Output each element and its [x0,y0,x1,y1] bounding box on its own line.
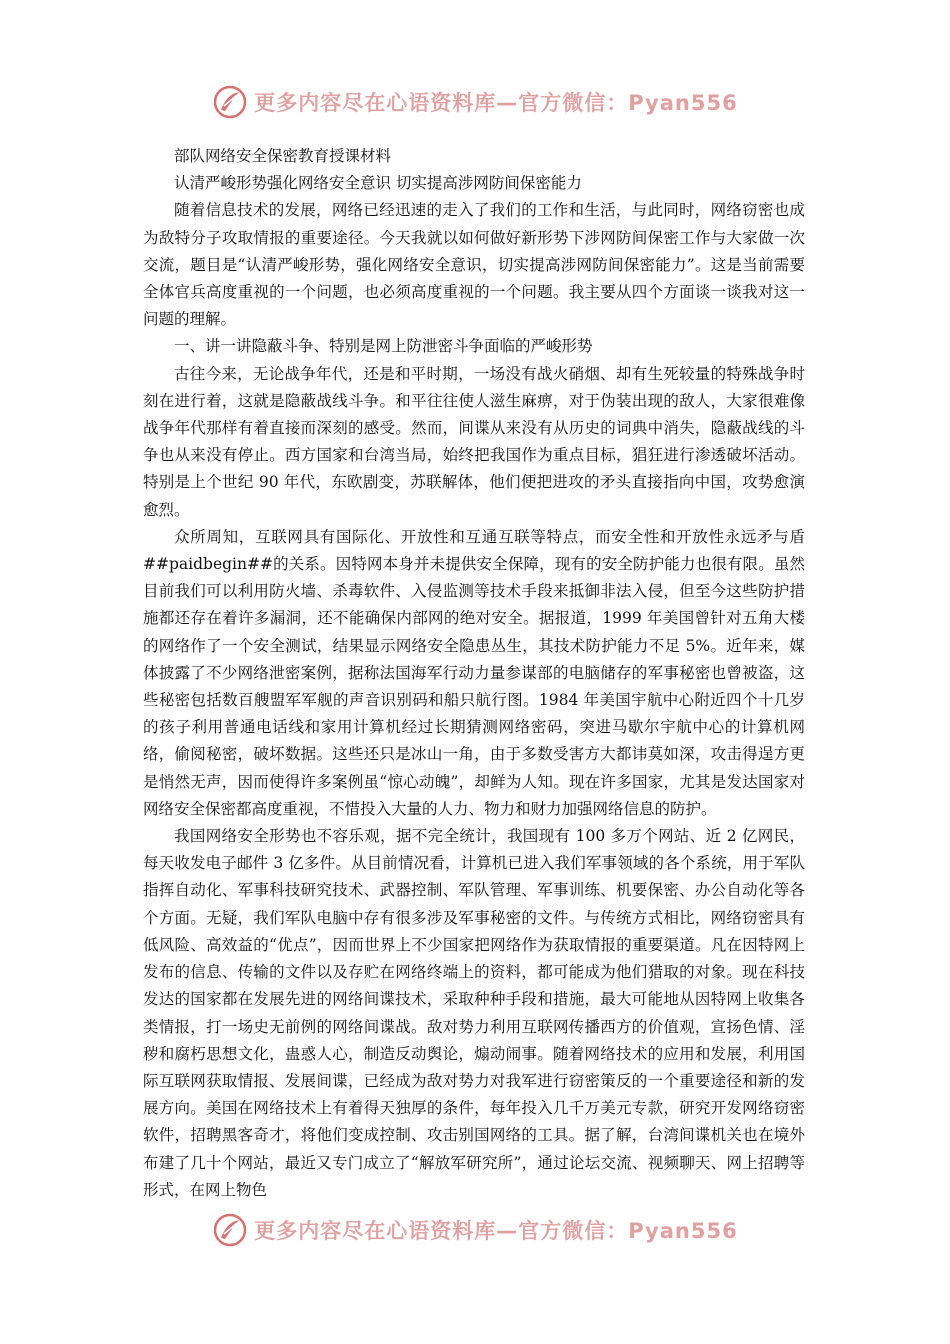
document-subtitle: 认清严峻形势强化网络安全意识 切实提高涉网防间保密能力 [174,174,582,193]
footer-banner [0,1210,950,1250]
logo-icon [212,84,248,120]
paragraph: 众所周知，互联网具有国际化、开放性和互通互联等特点，而安全性和开放性永远矛与盾##paidbegin##的关系。因特网本身并未提供安全保障，现有的安全防护能力也很有限。虽然目前我们可以利用防火墙、杀毒软件、入侵监测等技术手段来抵御非法入侵，但至今这些防护措施都还存在着许多漏洞，还不能确保内部网的绝对安全。据报道，1999 年美国曾针对五角大楼的网络作了一个安全测试，结果显示网络安全隐患丛生，其技术防护能力不足 5%。近年来，媒体披露了不少网络泄密案例，据称法国海军行动力量参谋部的电脑储存的军事秘密也曾被盗，这些秘密包括数百艘盟军军舰的声音识别码和船只航行图。1984 年美国宇航中心附近四个十几岁的孩子利用普通电话线和家用计算机经过长期猜测网络密码，突进马歇尔宇航中心的计算机网络，偷阅秘密，破坏数据。这些还只是冰山一角，由于多数受害方大都讳莫如深，攻击得逞方更是悄然无声，因而使得许多案例虽“惊心动魄”，却鲜为人知。现在许多国家，尤其是发达国家对网络安全保密都高度重视，不惜投入大量的人力、物力和财力加强网络信息的防护。 [143,527,805,818]
logo-icon [212,1212,248,1248]
document-body [143,143,805,1204]
section-heading: 一、讲一讲隐蔽斗争、特别是网上防泄密斗争面临的严峻形势 [174,337,593,356]
paragraph: 我国网络安全形势也不容乐观，据不完全统计，我国现有 100 多万个网站、近 2 亿网民，每天收发电子邮件 3 亿多件。从目前情况看，计算机已进入我们军事领域的各个系统，用于军队指挥自动化、军事科技研究技术、武器控制、军队管理、军事训练、机要保密、办公自动化等各个方面。无疑，我们军队电脑中存有很多涉及军事秘密的文件。与传统方式相比，网络窃密具有低风险、高效益的“优点”，因而世界上不少国家把网络作为获取情报的重要渠道。凡在因特网上发布的信息、传输的文件以及存贮在网络终端上的资料，都可能成为他们猎取的对象。现在科技发达的国家都在发展先进的网络间谍技术，采取种种手段和措施，最大可能地从因特网上收集各类情报，打一场史无前例的网络间谍战。敌对势力利用互联网传播西方的价值观，宣扬色情、淫秽和腐朽思想文化，蛊惑人心，制造反动舆论，煽动闹事。随着网络技术的应用和发展，利用国际互联网获取情报、发展间谍，已经成为敌对势力对我军进行窃密策反的一个重要途径和新的发展方向。美国在网络技术上有着得天独厚的条件，每年投入几千万美元专款，研究开发网络窃密软件，招聘黑客奇才，将他们变成控制、攻击别国网络的工具。据了解，台湾间谍机关也在境外布建了几十个网站，最近又专门成立了“解放军研究所”，通过论坛交流、视频聊天、网上招聘等形式，在网上物色 [143,827,805,1199]
document-title: 部队网络安全保密教育授课材料 [174,147,392,165]
banner-text: 更多内容尽在心语资料库—官方微信：Pyan556 [254,91,738,115]
paragraph: 随着信息技术的发展，网络已经迅速的走入了我们的工作和生活，与此同时，网络窃密也成为敌特分子攻取情报的重要途径。今天我就以如何做好新形势下涉网防间保密工作与大家做一次交流，题目是“认清严峻形势，强化网络安全意识，切实提高涉网防间保密能力”。这是当前需要全体官兵高度重视的一个问题，也必须高度重视的一个问题。我主要从四个方面谈一谈我对这一问题的理解。 [143,201,805,329]
banner-text: 更多内容尽在心语资料库—官方微信：Pyan556 [254,1219,738,1243]
header-banner [0,82,950,122]
paragraph: 古往今来，无论战争年代，还是和平时期，一场没有战火硝烟、却有生死较量的特殊战争时刻在进行着，这就是隐蔽战线斗争。和平往往使人滋生麻痹，对于伪装出现的敌人，大家很难像战争年代那样有着直接而深刻的感受。然而，间谍从来没有从历史的词典中消失，隐蔽战线的斗争也从来没有停止。西方国家和台湾当局，始终把我国作为重点目标，猖狂进行渗透破坏活动。特别是上个世纪 90 年代，东欧剧变，苏联解体，他们便把进攻的矛头直接指向中国，攻势愈演愈烈。 [143,364,805,519]
